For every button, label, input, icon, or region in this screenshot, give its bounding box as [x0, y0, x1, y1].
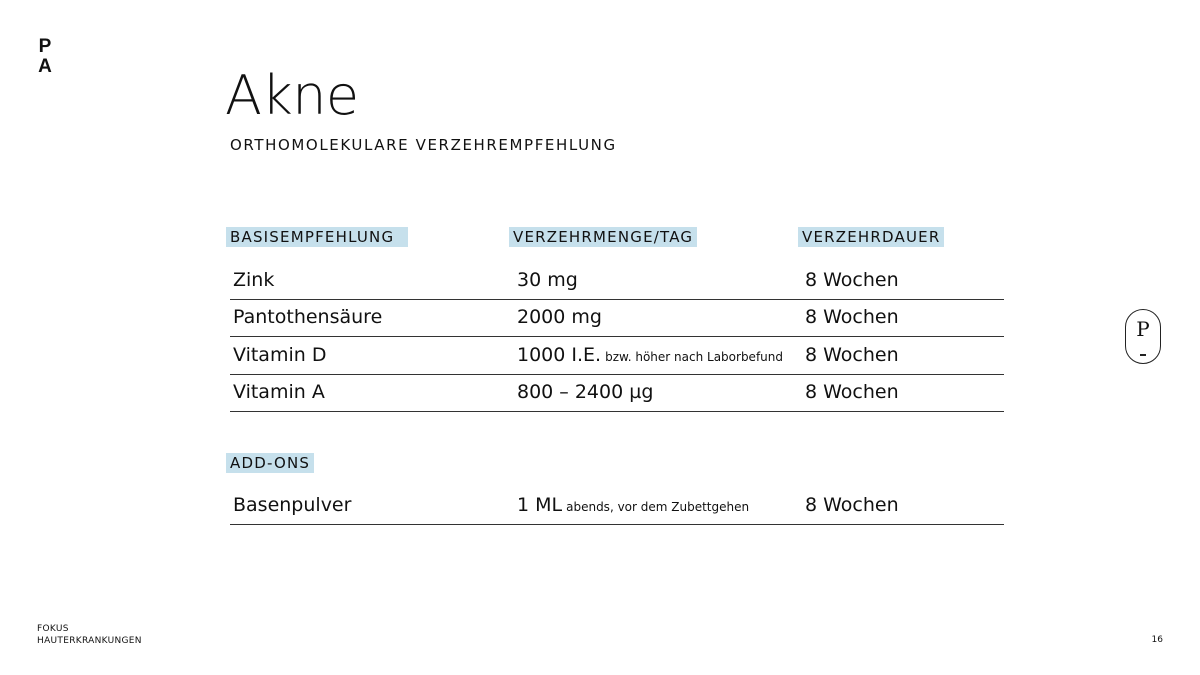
page-number: 16 [1151, 635, 1163, 645]
row-amount [517, 380, 657, 406]
table-row [230, 299, 1004, 337]
amount-value: 30 mg [517, 269, 578, 291]
row-amount [517, 268, 582, 294]
row-duration: 8 Wochen [805, 381, 899, 403]
row-duration: 8 Wochen [805, 306, 899, 328]
row-amount [517, 493, 749, 519]
row-name: Zink [233, 269, 275, 291]
logo [35, 37, 55, 77]
table-row [230, 337, 1004, 375]
amount-value: 1 ML [517, 494, 563, 516]
page-subtitle: ORTHOMOLEKULARE VERZEHREMPFEHLUNG [230, 136, 617, 154]
amount-note: abends, vor dem Zubettgehen [566, 500, 750, 514]
row-amount [517, 305, 606, 331]
header-verzehrdauer: VERZEHRDAUER [798, 227, 944, 247]
row-name: Basenpulver [233, 494, 352, 516]
row-amount [517, 343, 783, 369]
footer-section-label [37, 623, 142, 647]
logo-letter-p: P [38, 36, 52, 57]
badge-letter: P [1136, 317, 1150, 341]
footer-line-1: FOKUS [37, 624, 69, 634]
page-title: Akne [225, 64, 359, 127]
amount-value: 2000 mg [517, 306, 602, 328]
row-name: Vitamin A [233, 381, 325, 403]
footer-line-2: HAUTERKRANKUNGEN [37, 636, 142, 646]
row-duration: 8 Wochen [805, 344, 899, 366]
row-name: Vitamin D [233, 344, 327, 366]
academy-badge-icon [1125, 309, 1161, 364]
row-duration: 8 Wochen [805, 494, 899, 516]
amount-note: bzw. höher nach Laborbefund [605, 350, 783, 364]
logo-letter-a: A [38, 56, 52, 77]
header-verzehrmenge: VERZEHRMENGE/TAG [509, 227, 697, 247]
amount-value: 800 – 2400 µg [517, 381, 654, 403]
row-name: Pantothensäure [233, 306, 383, 328]
table-row [230, 374, 1004, 412]
header-basisempfehlung: BASISEMPFEHLUNG [226, 227, 408, 247]
amount-value: 1000 I.E. [517, 344, 602, 366]
badge-mark [1140, 354, 1146, 356]
header-add-ons: ADD-ONS [226, 453, 314, 473]
table-row [230, 262, 1004, 300]
table-row [230, 487, 1004, 525]
row-duration: 8 Wochen [805, 269, 899, 291]
